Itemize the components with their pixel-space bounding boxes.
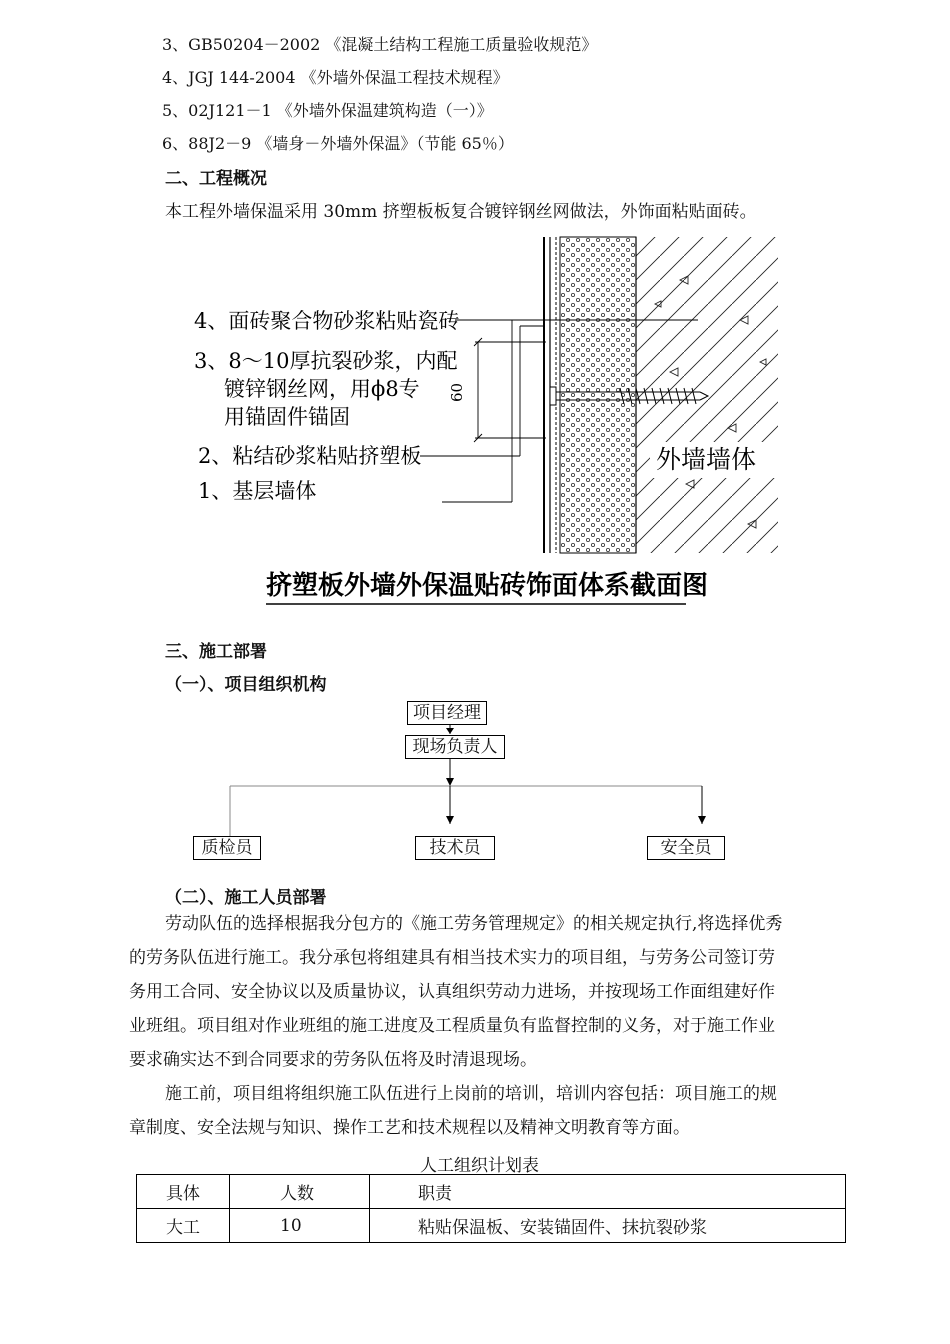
paragraph-line: 要求确实达不到合同要求的劳务队伍将及时清退现场。 xyxy=(129,1050,537,1070)
layer-label-3-line2: 镀锌钢丝网，用ϕ8专 xyxy=(224,377,420,401)
paragraph-line: 业班组。项目组对作业班组的施工进度及工程质量负有监督控制的义务，对于施工作业 xyxy=(129,1016,775,1036)
dimension-label: 60 xyxy=(448,382,466,402)
subsection-heading: （二）、施工人员部署 xyxy=(165,888,327,908)
reference-item: 3、GB50204－2002 《混凝土结构工程施工质量验收规范》 xyxy=(162,35,598,54)
insulation-board xyxy=(560,237,636,553)
org-node-safety-officer: 安全员 xyxy=(647,836,725,860)
cross-section-diagram xyxy=(180,232,790,612)
org-node-site-supervisor: 现场负责人 xyxy=(405,735,505,759)
paragraph-line: 章制度、安全法规与知识、操作工艺和技术规程以及精神文明教育等方面。 xyxy=(129,1118,690,1138)
layer-label-3: 3、8～10厚抗裂砂浆，内配 xyxy=(194,349,458,373)
table-cell: 10 xyxy=(230,1209,370,1243)
wall-label: 外墙墙体 xyxy=(656,445,757,474)
org-node-technician: 技术员 xyxy=(415,836,495,860)
paragraph-line: 的劳务队伍进行施工。我分承包将组建具有相当技术实力的项目组，与劳务公司签订劳 xyxy=(129,948,775,968)
org-node-quality-inspector: 质检员 xyxy=(193,836,261,860)
table-title: 人工组织计划表 xyxy=(420,1156,539,1176)
table-cell: 大工 xyxy=(137,1209,230,1243)
org-node-project-manager: 项目经理 xyxy=(407,701,487,725)
project-overview-text: 本工程外墙保温采用 30mm 挤塑板板复合镀锌钢丝网做法，外饰面粘贴面砖。 xyxy=(165,202,757,222)
diagram-caption: 挤塑板外墙外保温贴砖饰面体系截面图 xyxy=(266,571,709,601)
table-cell: 粘贴保温板、安装锚固件、抹抗裂砂浆 xyxy=(370,1209,846,1243)
layer-label-1: 1、基层墙体 xyxy=(198,479,317,503)
labor-plan-table xyxy=(136,1174,846,1243)
layer-label-3-line3: 用锚固件锚固 xyxy=(224,405,350,429)
layer-label-4: 4、面砖聚合物砂浆粘贴瓷砖 xyxy=(194,309,460,333)
table-header-cell: 具体 xyxy=(137,1175,230,1209)
subsection-heading: （一）、项目组织机构 xyxy=(165,675,327,695)
reference-item: 6、88J2－9 《墙身－外墙外保温》（节能 65％） xyxy=(162,134,514,153)
table-header-cell: 职责 xyxy=(370,1175,846,1209)
paragraph-line: 劳动队伍的选择根据我分包方的《施工劳务管理规定》的相关规定执行,将选择优秀 xyxy=(165,914,783,934)
table-header-cell: 人数 xyxy=(230,1175,370,1209)
reference-item: 5、02J121－1 《外墙外保温建筑构造（一）》 xyxy=(162,101,493,120)
layer-label-2: 2、粘结砂浆粘贴挤塑板 xyxy=(198,444,422,468)
reference-item: 4、JGJ 144-2004 《外墙外保温工程技术规程》 xyxy=(162,68,509,87)
paragraph-line: 务用工合同、安全协议以及质量协议，认真组织劳动力进场，并按现场工作面组建好作 xyxy=(129,982,775,1002)
section-heading: 三、施工部署 xyxy=(165,642,267,662)
paragraph-line: 施工前，项目组将组织施工队伍进行上岗前的培训，培训内容包括：项目施工的规 xyxy=(165,1084,777,1104)
table-row xyxy=(137,1209,846,1243)
table-header-row xyxy=(137,1175,846,1209)
section-heading: 二、工程概况 xyxy=(165,169,267,189)
